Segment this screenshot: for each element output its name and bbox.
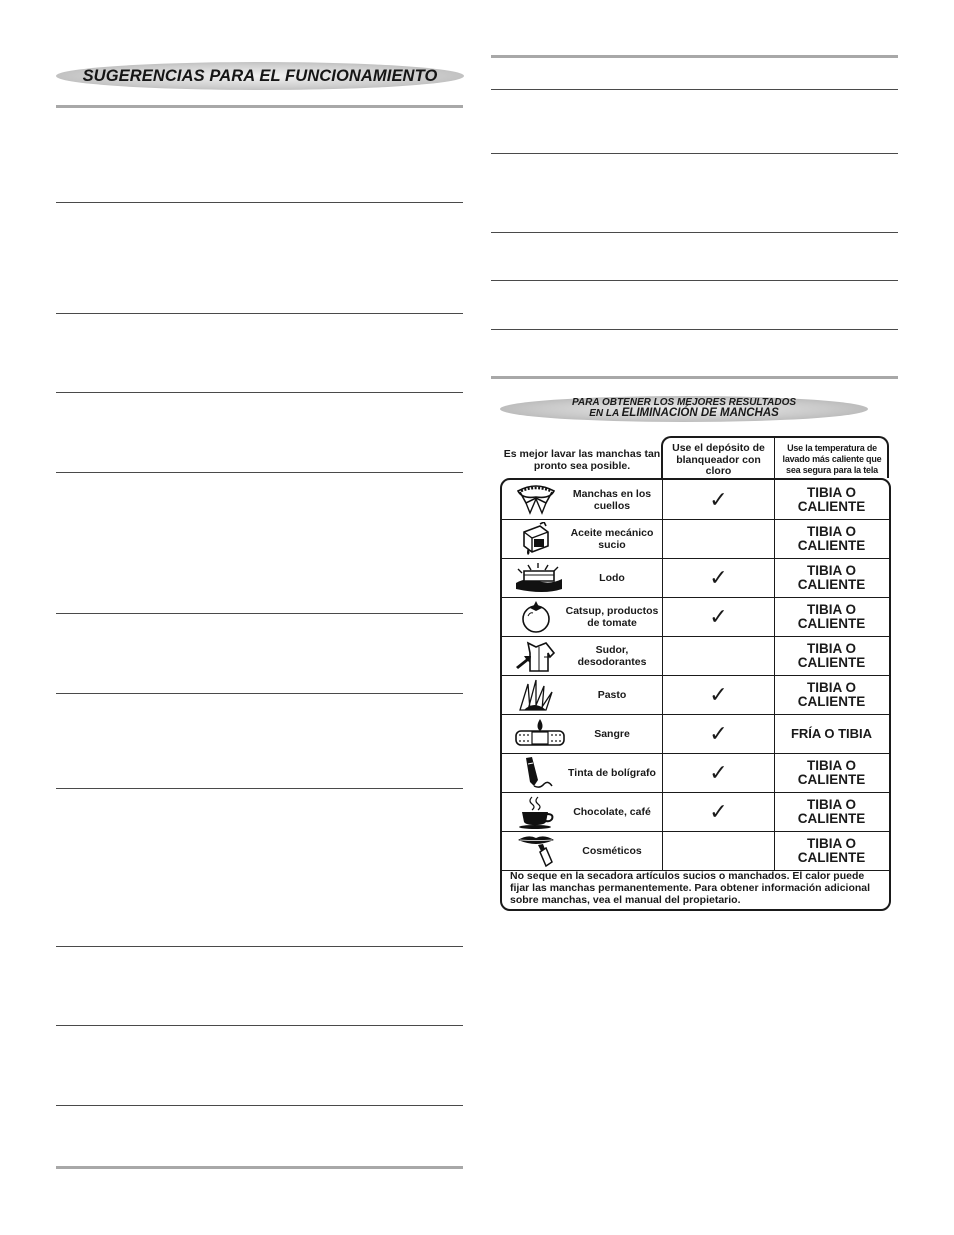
stain-name: Sangre: [594, 727, 630, 740]
wash-temperature: TIBIA O CALIENTE: [797, 484, 866, 514]
section-divider: [491, 376, 898, 379]
table-row: [502, 753, 889, 793]
wash-temperature: TIBIA O CALIENTE: [797, 562, 866, 592]
table-row: [502, 792, 889, 832]
row-divider: [56, 946, 463, 947]
stain-name: Catsup, productos de tomate: [565, 604, 659, 629]
wash-temperature: TIBIA O CALIENTE: [797, 640, 866, 670]
table-row: [502, 636, 889, 676]
row-divider: [56, 472, 463, 473]
table-row: [502, 480, 889, 520]
wash-temperature: TIBIA O CALIENTE: [797, 796, 866, 826]
temperature-column-header: Use la temperatura de lavado más caliente que sea segura para la tela: [782, 443, 882, 475]
bleach-check: [662, 636, 775, 675]
row-divider: [491, 329, 898, 330]
stain-name: Sudor, desodorantes: [577, 643, 647, 668]
row-divider: [56, 693, 463, 694]
wash-temperature: TIBIA O CALIENTE: [797, 835, 866, 865]
wash-temperature: TIBIA O CALIENTE: [797, 757, 866, 787]
section-divider: [56, 105, 463, 108]
wash-temperature: TIBIA O CALIENTE: [797, 601, 866, 631]
table-row: [502, 558, 889, 598]
section-divider: [491, 55, 898, 58]
stain-name: Manchas en los cuellos: [572, 487, 652, 512]
bleach-column-header: Use el depósito de blanqueador con cloro: [672, 442, 765, 477]
wash-temperature: FRÍA O TIBIA: [790, 725, 873, 741]
row-divider: [491, 89, 898, 90]
row-divider: [491, 280, 898, 281]
row-divider: [56, 202, 463, 203]
stain-guide-banner: [500, 396, 868, 422]
bleach-check: ✓: [662, 753, 775, 792]
row-divider: [491, 153, 898, 154]
stain-name: Lodo: [599, 571, 625, 584]
table-row: [502, 519, 889, 559]
row-divider: [56, 313, 463, 314]
row-divider: [56, 392, 463, 393]
section-divider: [56, 1166, 463, 1169]
row-divider: [491, 232, 898, 233]
stain-guide-title-line2: EN LA ELIMINACIÓN DE MANCHAS: [589, 407, 779, 419]
stain-guide-footnote: No seque en la secadora artículos sucios o manchados. El calor puede fijar las manchas permanentemente. Para obtener información adicional sobre manchas, vea el manual del propietario.: [510, 870, 871, 906]
row-divider: [56, 1105, 463, 1106]
bleach-check: ✓: [662, 558, 775, 597]
bleach-check: [662, 519, 775, 558]
table-row: [502, 675, 889, 715]
table-row: [502, 831, 889, 871]
stain-name: Tinta de bolígrafo: [568, 766, 656, 779]
bleach-check: ✓: [662, 714, 775, 753]
wash-temperature: TIBIA O CALIENTE: [797, 523, 866, 553]
table-row: [502, 597, 889, 637]
section-title-banner: [56, 62, 464, 90]
row-divider: [56, 613, 463, 614]
stain-name: Cosméticos: [582, 844, 642, 857]
wash-temperature: TIBIA O CALIENTE: [797, 679, 866, 709]
stain-guide-table: [500, 478, 891, 911]
row-divider: [56, 788, 463, 789]
row-divider: [56, 1025, 463, 1026]
section-title: SUGERENCIAS PARA EL FUNCIONAMIENTO: [82, 67, 438, 85]
table-row: [502, 714, 889, 754]
bleach-check: ✓: [662, 675, 775, 714]
stain-guide-header: [661, 436, 889, 478]
stain-guide-title-line1: PARA OBTENER LOS MEJORES RESULTADOS: [571, 397, 797, 408]
stain-name: Pasto: [597, 688, 627, 701]
bleach-check: ✓: [662, 792, 775, 831]
stain-guide-intro: Es mejor lavar las manchas tan pronto sea posible.: [503, 448, 661, 472]
bleach-check: [662, 831, 775, 870]
bleach-check: ✓: [662, 480, 775, 519]
stain-name: Chocolate, café: [573, 805, 651, 818]
stain-name: Aceite mecánico sucio: [570, 526, 654, 551]
bleach-check: ✓: [662, 597, 775, 636]
